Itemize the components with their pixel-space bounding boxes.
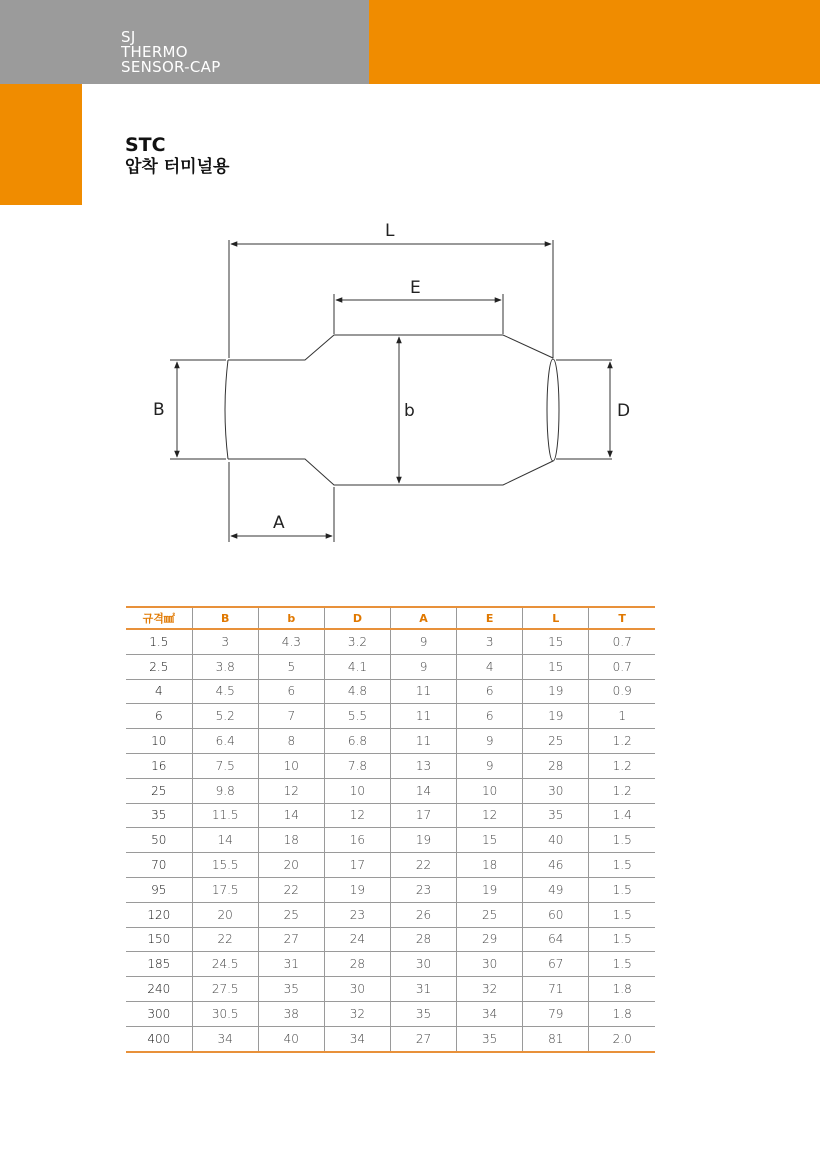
terminal-outline — [228, 335, 553, 360]
table-cell: 38 — [258, 1001, 324, 1026]
table-cell: 1.2 — [589, 729, 655, 754]
table-cell: 26 — [391, 902, 457, 927]
table-cell: 70 — [126, 853, 192, 878]
table-cell: 15.5 — [192, 853, 258, 878]
table-cell: 25 — [126, 778, 192, 803]
table-cell: 28 — [324, 952, 390, 977]
table-cell: 12 — [457, 803, 523, 828]
table-cell: 22 — [192, 927, 258, 952]
spec-table-body — [126, 629, 655, 1052]
table-cell: 35 — [457, 1026, 523, 1051]
table-cell: 22 — [258, 877, 324, 902]
table-row — [126, 704, 655, 729]
table-cell: 60 — [523, 902, 589, 927]
label-A: A — [273, 513, 285, 533]
table-cell: 30 — [457, 952, 523, 977]
table-cell: 34 — [457, 1001, 523, 1026]
table-cell: 11 — [391, 679, 457, 704]
label-L: L — [385, 221, 395, 241]
table-cell: 11.5 — [192, 803, 258, 828]
table-cell: 185 — [126, 952, 192, 977]
table-cell: 15 — [523, 654, 589, 679]
table-cell: 7.8 — [324, 753, 390, 778]
table-cell: 28 — [523, 753, 589, 778]
table-cell: 6 — [258, 679, 324, 704]
table-cell: 23 — [324, 902, 390, 927]
brand-line-1: SJ — [121, 30, 136, 46]
table-cell: 7.5 — [192, 753, 258, 778]
label-E: E — [410, 278, 421, 298]
table-cell: 81 — [523, 1026, 589, 1051]
table-cell: 35 — [523, 803, 589, 828]
table-cell: 18 — [258, 828, 324, 853]
terminal-left-end — [225, 360, 228, 459]
table-row — [126, 902, 655, 927]
table-cell: 9 — [391, 654, 457, 679]
table-cell: 17 — [391, 803, 457, 828]
table-cell: 6.4 — [192, 729, 258, 754]
table-cell: 27 — [258, 927, 324, 952]
table-cell: 25 — [258, 902, 324, 927]
table-cell: 95 — [126, 877, 192, 902]
table-cell: 6 — [457, 704, 523, 729]
column-header-e: E — [457, 607, 523, 629]
table-cell: 40 — [523, 828, 589, 853]
table-cell: 14 — [258, 803, 324, 828]
table-cell: 25 — [523, 729, 589, 754]
table-cell: 19 — [324, 877, 390, 902]
table-cell: 1.2 — [589, 753, 655, 778]
table-cell: 19 — [523, 704, 589, 729]
table-row — [126, 952, 655, 977]
table-cell: 2.5 — [126, 654, 192, 679]
table-cell: 10 — [324, 778, 390, 803]
table-row — [126, 877, 655, 902]
table-cell: 24 — [324, 927, 390, 952]
dimension-diagram — [0, 210, 820, 570]
product-name: 압착 터미널용 — [125, 157, 230, 177]
column-header-size: 규격㎟ — [126, 607, 192, 629]
table-cell: 67 — [523, 952, 589, 977]
spec-table-header — [126, 607, 655, 629]
table-row — [126, 654, 655, 679]
header-band-orange — [369, 0, 820, 84]
table-row — [126, 853, 655, 878]
table-cell: 27 — [391, 1026, 457, 1051]
column-header-b: b — [258, 607, 324, 629]
table-cell: 400 — [147, 1031, 171, 1046]
table-cell: 31 — [391, 977, 457, 1002]
table-cell: 4 — [457, 654, 523, 679]
terminal-outline-bottom — [228, 459, 553, 485]
table-cell: 5.5 — [324, 704, 390, 729]
label-b: b — [404, 401, 415, 421]
table-cell: 150 — [126, 927, 192, 952]
table-cell: 10 — [126, 729, 192, 754]
table-cell: 19 — [457, 877, 523, 902]
table-cell: 10 — [457, 778, 523, 803]
table-cell: 19 — [523, 679, 589, 704]
table-cell: 18 — [457, 853, 523, 878]
table-cell: 16 — [324, 828, 390, 853]
table-cell: 6.8 — [324, 729, 390, 754]
table-cell: 25 — [457, 902, 523, 927]
table-cell: 120 — [126, 902, 192, 927]
column-header-t: T — [589, 607, 655, 629]
table-cell: 19 — [391, 828, 457, 853]
table-row — [126, 1001, 655, 1026]
label-B: B — [153, 400, 165, 420]
table-cell: 6 — [457, 679, 523, 704]
terminal-right-end — [547, 359, 559, 461]
table-row — [126, 629, 655, 654]
table-cell: 22 — [391, 853, 457, 878]
table-cell: 30 — [324, 977, 390, 1002]
table-cell: 29 — [457, 927, 523, 952]
table-cell: 71 — [523, 977, 589, 1002]
table-row — [126, 828, 655, 853]
table-cell: 5.2 — [192, 704, 258, 729]
table-cell: 11 — [391, 729, 457, 754]
table-cell: 4.3 — [258, 629, 324, 654]
table-cell: 23 — [391, 877, 457, 902]
table-cell: 40 — [258, 1026, 324, 1051]
table-cell: 28 — [391, 927, 457, 952]
table-cell: 1.8 — [589, 1001, 655, 1026]
table-cell: 4 — [126, 679, 192, 704]
table-cell: 15 — [523, 629, 589, 654]
table-cell: 4.5 — [192, 679, 258, 704]
table-cell: 0.7 — [589, 654, 655, 679]
table-row — [126, 729, 655, 754]
table-cell: 30 — [391, 952, 457, 977]
table-cell: 24.5 — [192, 952, 258, 977]
table-cell: 4.8 — [324, 679, 390, 704]
table-cell: 12 — [324, 803, 390, 828]
column-header-b: B — [192, 607, 258, 629]
table-cell: 9.8 — [192, 778, 258, 803]
table-cell: 0.7 — [589, 629, 655, 654]
table-cell: 35 — [391, 1001, 457, 1026]
table-cell: 34 — [192, 1026, 258, 1051]
table-cell: 30.5 — [192, 1001, 258, 1026]
side-band-orange — [0, 84, 82, 205]
spec-table — [126, 606, 655, 1053]
column-header-d: D — [324, 607, 390, 629]
table-cell: 46 — [523, 853, 589, 878]
table-cell: 79 — [523, 1001, 589, 1026]
table-cell: 16 — [126, 753, 192, 778]
table-cell: 9 — [457, 729, 523, 754]
table-cell: 9 — [457, 753, 523, 778]
table-cell: 3 — [457, 629, 523, 654]
table-cell: 9 — [391, 629, 457, 654]
table-cell: 1.8 — [589, 977, 655, 1002]
table-cell: 32 — [324, 1001, 390, 1026]
table-cell: 1.5 — [589, 927, 655, 952]
table-cell: 10 — [258, 753, 324, 778]
column-header-l: L — [523, 607, 589, 629]
table-cell: 1.4 — [589, 803, 655, 828]
table-row — [126, 753, 655, 778]
table-cell: 12 — [258, 778, 324, 803]
product-title — [125, 134, 229, 178]
table-cell: 1.5 — [126, 629, 192, 654]
label-D: D — [617, 401, 631, 421]
table-cell: 4.1 — [324, 654, 390, 679]
table-cell: 3.2 — [324, 629, 390, 654]
table-cell: 17.5 — [192, 877, 258, 902]
table-cell: 49 — [523, 877, 589, 902]
table-cell: 15 — [457, 828, 523, 853]
table-cell: 17 — [324, 853, 390, 878]
table-row — [126, 977, 655, 1002]
table-cell: 240 — [126, 977, 192, 1002]
column-header-a: A — [391, 607, 457, 629]
table-cell: 13 — [391, 753, 457, 778]
table-cell: 30 — [523, 778, 589, 803]
table-cell: 6 — [126, 704, 192, 729]
table-row — [126, 927, 655, 952]
table-cell: 50 — [126, 828, 192, 853]
table-cell: 20 — [258, 853, 324, 878]
table-row — [126, 679, 655, 704]
brand-logo-text — [121, 30, 221, 84]
table-cell: 300 — [126, 1001, 192, 1026]
brand-line-3: SENSOR-CAP — [121, 58, 221, 76]
table-row — [126, 778, 655, 803]
table-cell: 64 — [523, 927, 589, 952]
table-cell: 1.5 — [589, 902, 655, 927]
table-cell: 7 — [258, 704, 324, 729]
table-cell: 1.5 — [589, 952, 655, 977]
table-row — [126, 803, 655, 828]
table-cell: 0.9 — [589, 679, 655, 704]
table-cell: 2.0 — [589, 1026, 655, 1051]
table-cell: 14 — [391, 778, 457, 803]
table-cell: 5 — [258, 654, 324, 679]
table-cell: 8 — [258, 729, 324, 754]
table-cell: 11 — [391, 704, 457, 729]
table-cell: 20 — [192, 902, 258, 927]
table-cell: 27.5 — [192, 977, 258, 1002]
product-code: STC — [125, 134, 166, 156]
table-cell: 3 — [192, 629, 258, 654]
table-cell: 31 — [258, 952, 324, 977]
table-cell: 14 — [192, 828, 258, 853]
table-cell: 1.5 — [589, 877, 655, 902]
table-cell: 1.5 — [589, 828, 655, 853]
table-cell: 32 — [457, 977, 523, 1002]
brand-line-2: THERMO — [121, 43, 188, 61]
table-cell: 35 — [258, 977, 324, 1002]
table-cell: 34 — [324, 1026, 390, 1051]
table-row — [126, 1026, 655, 1051]
table-cell: 1.5 — [589, 853, 655, 878]
table-cell: 1 — [589, 704, 655, 729]
table-cell: 1.2 — [589, 778, 655, 803]
table-cell: 35 — [126, 803, 192, 828]
table-cell: 3.8 — [192, 654, 258, 679]
